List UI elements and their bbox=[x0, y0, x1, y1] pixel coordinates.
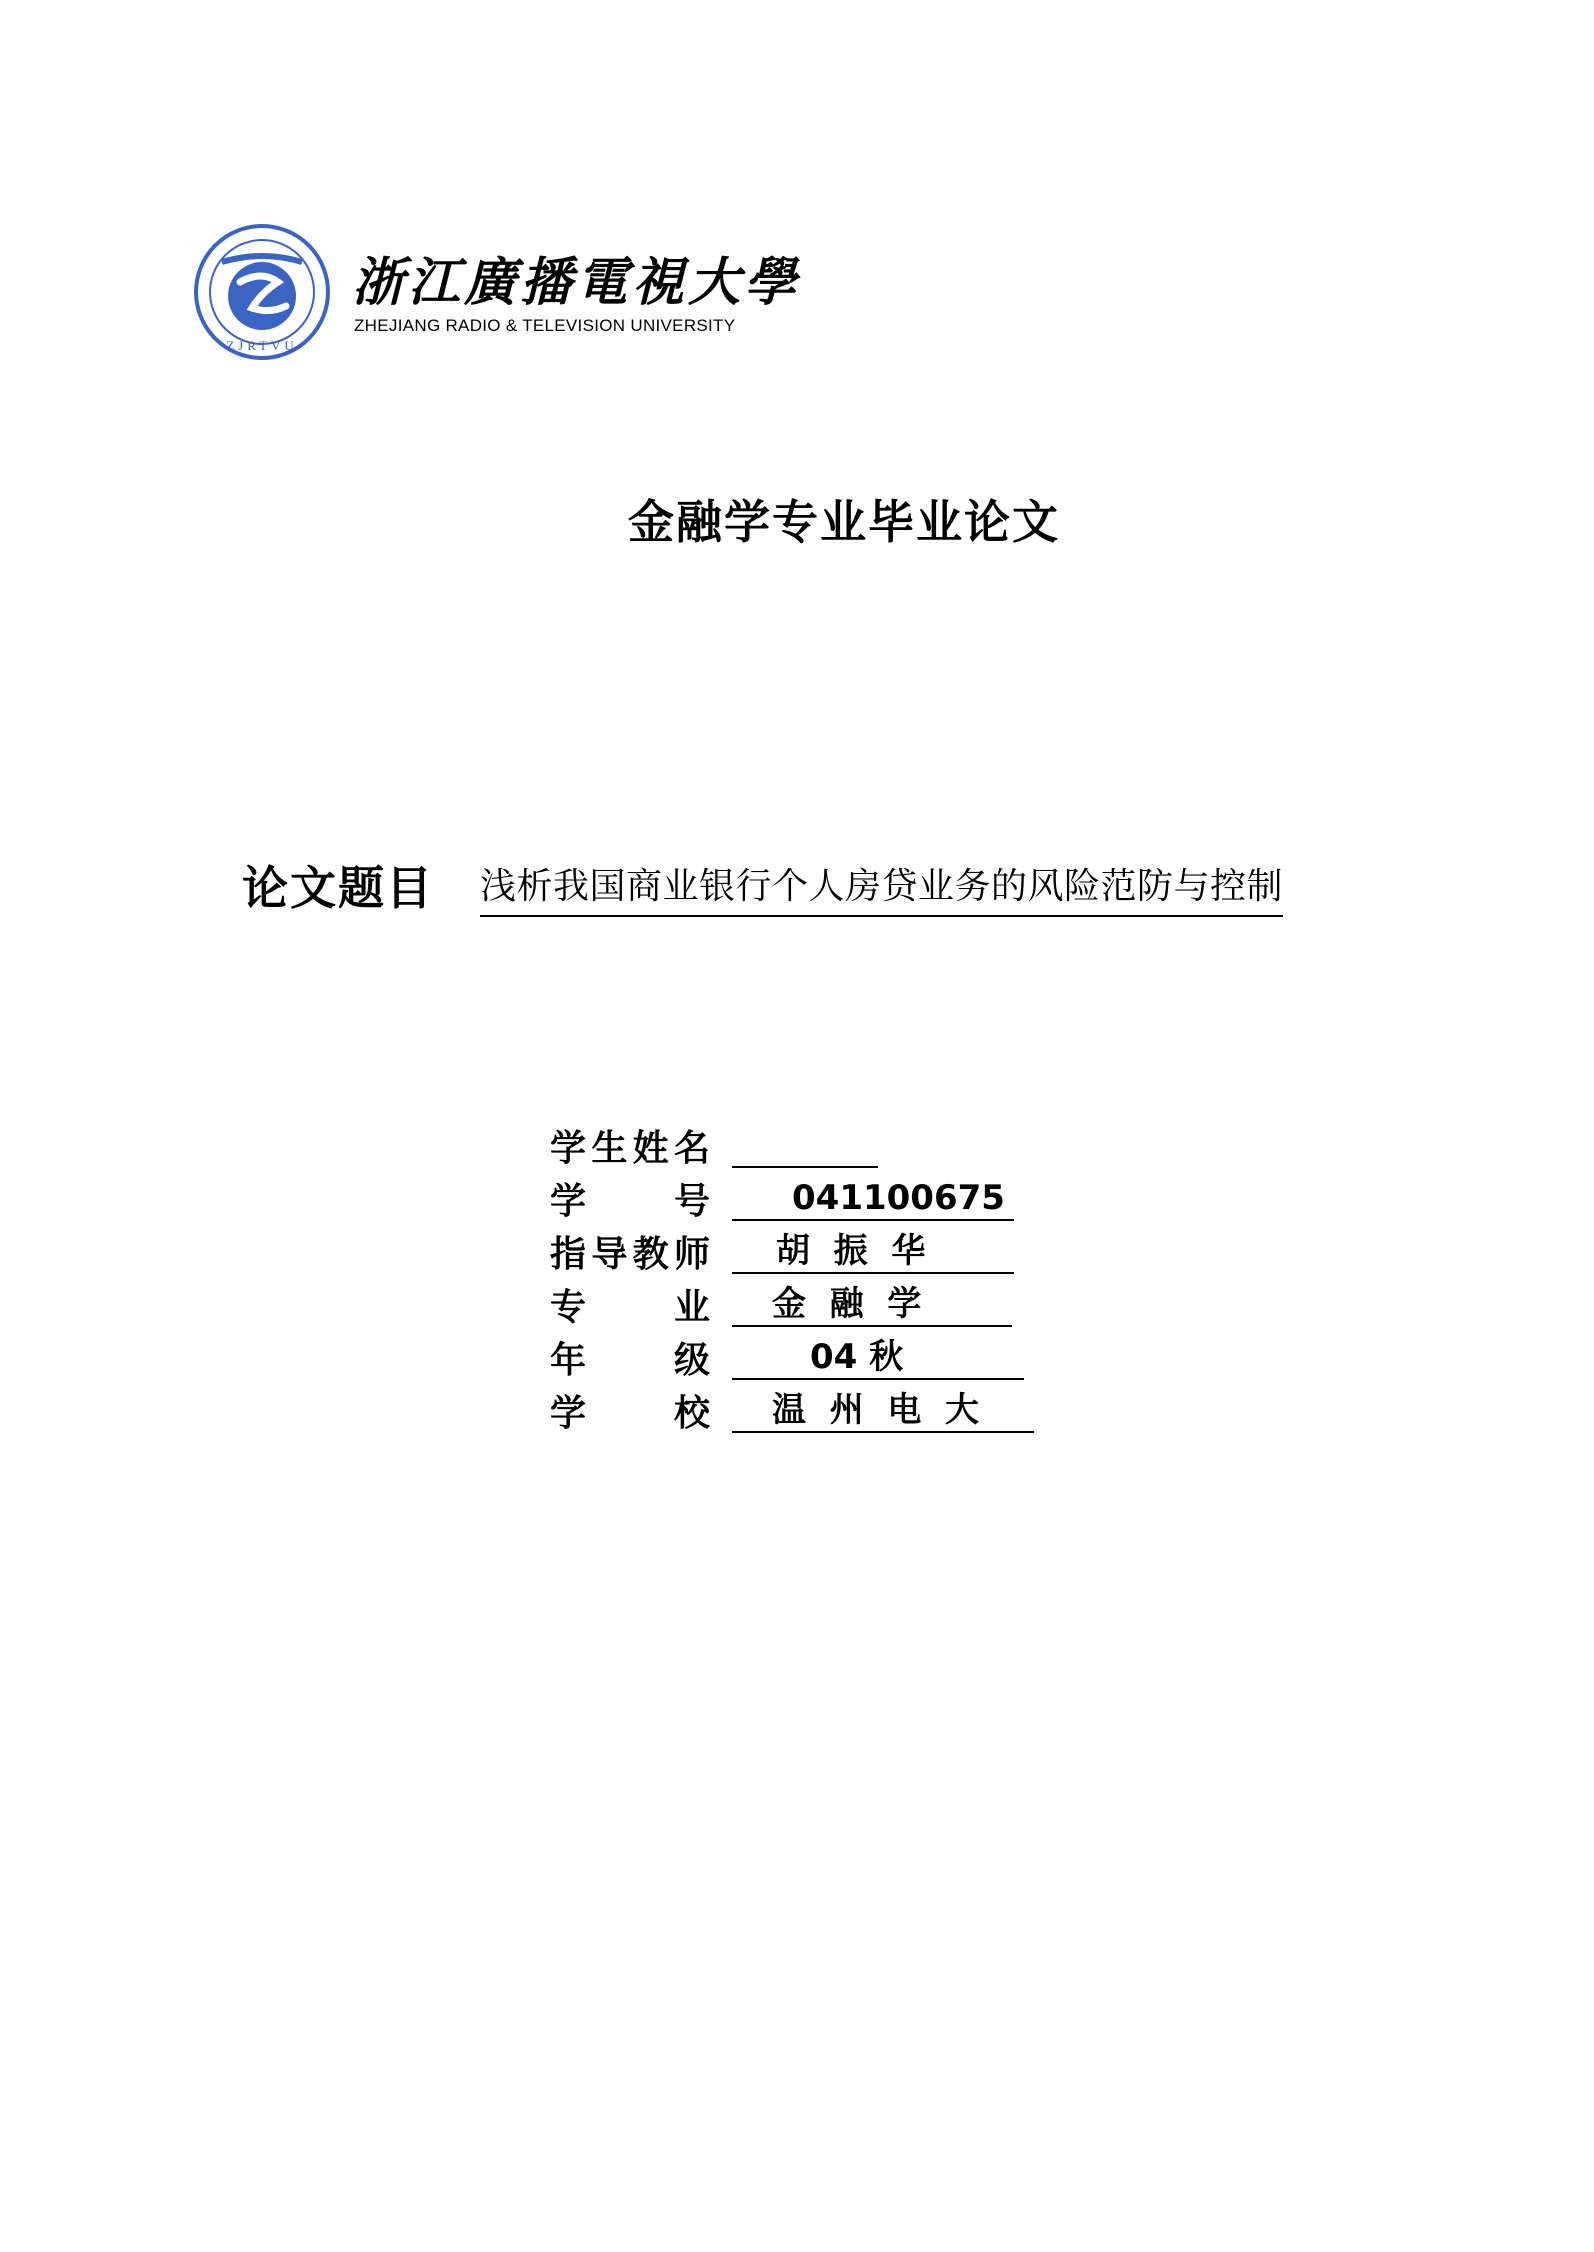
topic-value: 浅析我国商业银行个人房贷业务的风险范防与控制 bbox=[480, 858, 1283, 917]
emblem-text: ZJRTVU bbox=[226, 338, 298, 353]
info-label: 年 级 bbox=[550, 1340, 710, 1381]
student-id-field: 041100675 bbox=[732, 1179, 1014, 1221]
university-logo bbox=[192, 222, 801, 372]
university-name-en: ZHEJIANG RADIO & TELEVISION UNIVERSITY bbox=[354, 316, 736, 335]
advisor-field: 胡 振 华 bbox=[732, 1232, 1014, 1274]
school-field: 温 州 电 大 bbox=[732, 1391, 1034, 1433]
info-label: 指 导 教 师 bbox=[550, 1234, 710, 1275]
info-label: 学 生 姓 名 bbox=[550, 1128, 710, 1169]
info-label: 专 业 bbox=[550, 1287, 710, 1328]
info-label: 学 校 bbox=[550, 1393, 710, 1434]
topic-label: 论文题目 bbox=[242, 861, 434, 915]
university-emblem-icon bbox=[192, 222, 332, 362]
university-name-cn: 浙江廣播電視大學 bbox=[352, 252, 801, 313]
document-title: 金融学专业毕业论文 bbox=[628, 495, 1060, 549]
student-name-field bbox=[732, 1126, 878, 1168]
info-label: 学 号 bbox=[550, 1181, 710, 1222]
major-field: 金 融 学 bbox=[732, 1285, 1012, 1327]
grade-field: 04 秋 bbox=[732, 1338, 1024, 1380]
